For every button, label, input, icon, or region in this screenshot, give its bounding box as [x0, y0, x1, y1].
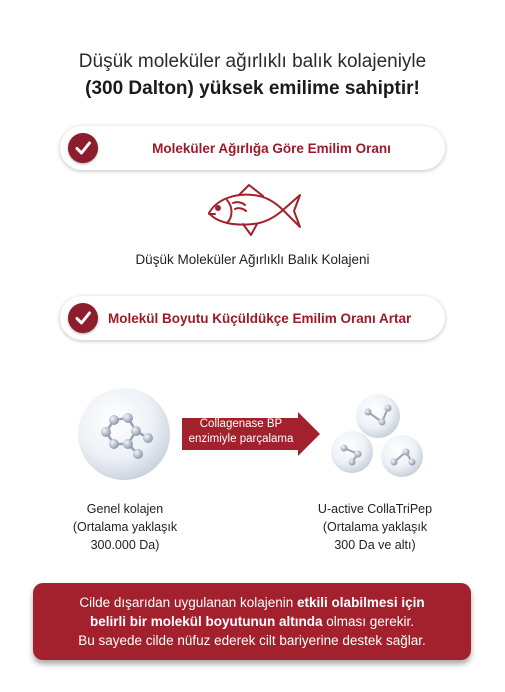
molecule-size-pill [60, 296, 445, 340]
large-collagen-molecule-icon [76, 386, 172, 482]
collatripep-caption [300, 500, 450, 554]
caption-line: (Ortalama yaklaşık [322, 520, 428, 534]
enzyme-line2: enzimiyle parçalama [188, 433, 294, 445]
checkmark-icon [68, 133, 98, 163]
small-peptide-molecules-icon [322, 392, 432, 482]
caption-line: U-active CollaTriPep [317, 502, 433, 516]
fish-collagen-label: Düşük Moleküler Ağırlıklı Balık Kolajeni [135, 252, 370, 267]
caption-line: (Ortalama yaklaşık [72, 520, 178, 534]
fish-icon [205, 183, 303, 239]
checkmark-icon [68, 303, 98, 333]
banner-bold-text: belirli bir molekül boyutunun altında [89, 614, 323, 629]
caption-line: 300.000 Da) [90, 538, 160, 552]
absorption-rate-pill [60, 126, 445, 170]
headline-line1: Düşük moleküler ağırlıklı balık kolajeniyle [78, 51, 427, 72]
banner-line3: Bu sayede cilde nüfuz ederek cilt bariyerine destek sağlar. [78, 633, 426, 648]
caption-line: 300 Da ve altı) [334, 538, 416, 552]
banner-bold-text: etkili olabilmesi için [297, 595, 425, 610]
general-collagen-caption [60, 500, 190, 554]
banner-line1 [33, 593, 471, 612]
pill-label: Molekül Boyutu Küçüldükçe Emilim Oranı Artar [108, 310, 412, 326]
banner-text: olması gerekir. [322, 614, 415, 629]
headline [0, 48, 505, 102]
enzyme-line1: Collagenase BP [199, 418, 283, 430]
headline-line2: (300 Dalton) yüksek emilime sahiptir! [85, 78, 420, 99]
banner-line2 [33, 612, 471, 631]
banner-text: Cilde dışarıdan uygulanan kolajenin [79, 595, 298, 610]
enzyme-caption [182, 417, 300, 447]
pill-label: Moleküler Ağırlığa Göre Emilim Oranı [152, 140, 391, 156]
caption-line: Genel kolajen [86, 502, 164, 516]
info-banner [33, 583, 471, 660]
